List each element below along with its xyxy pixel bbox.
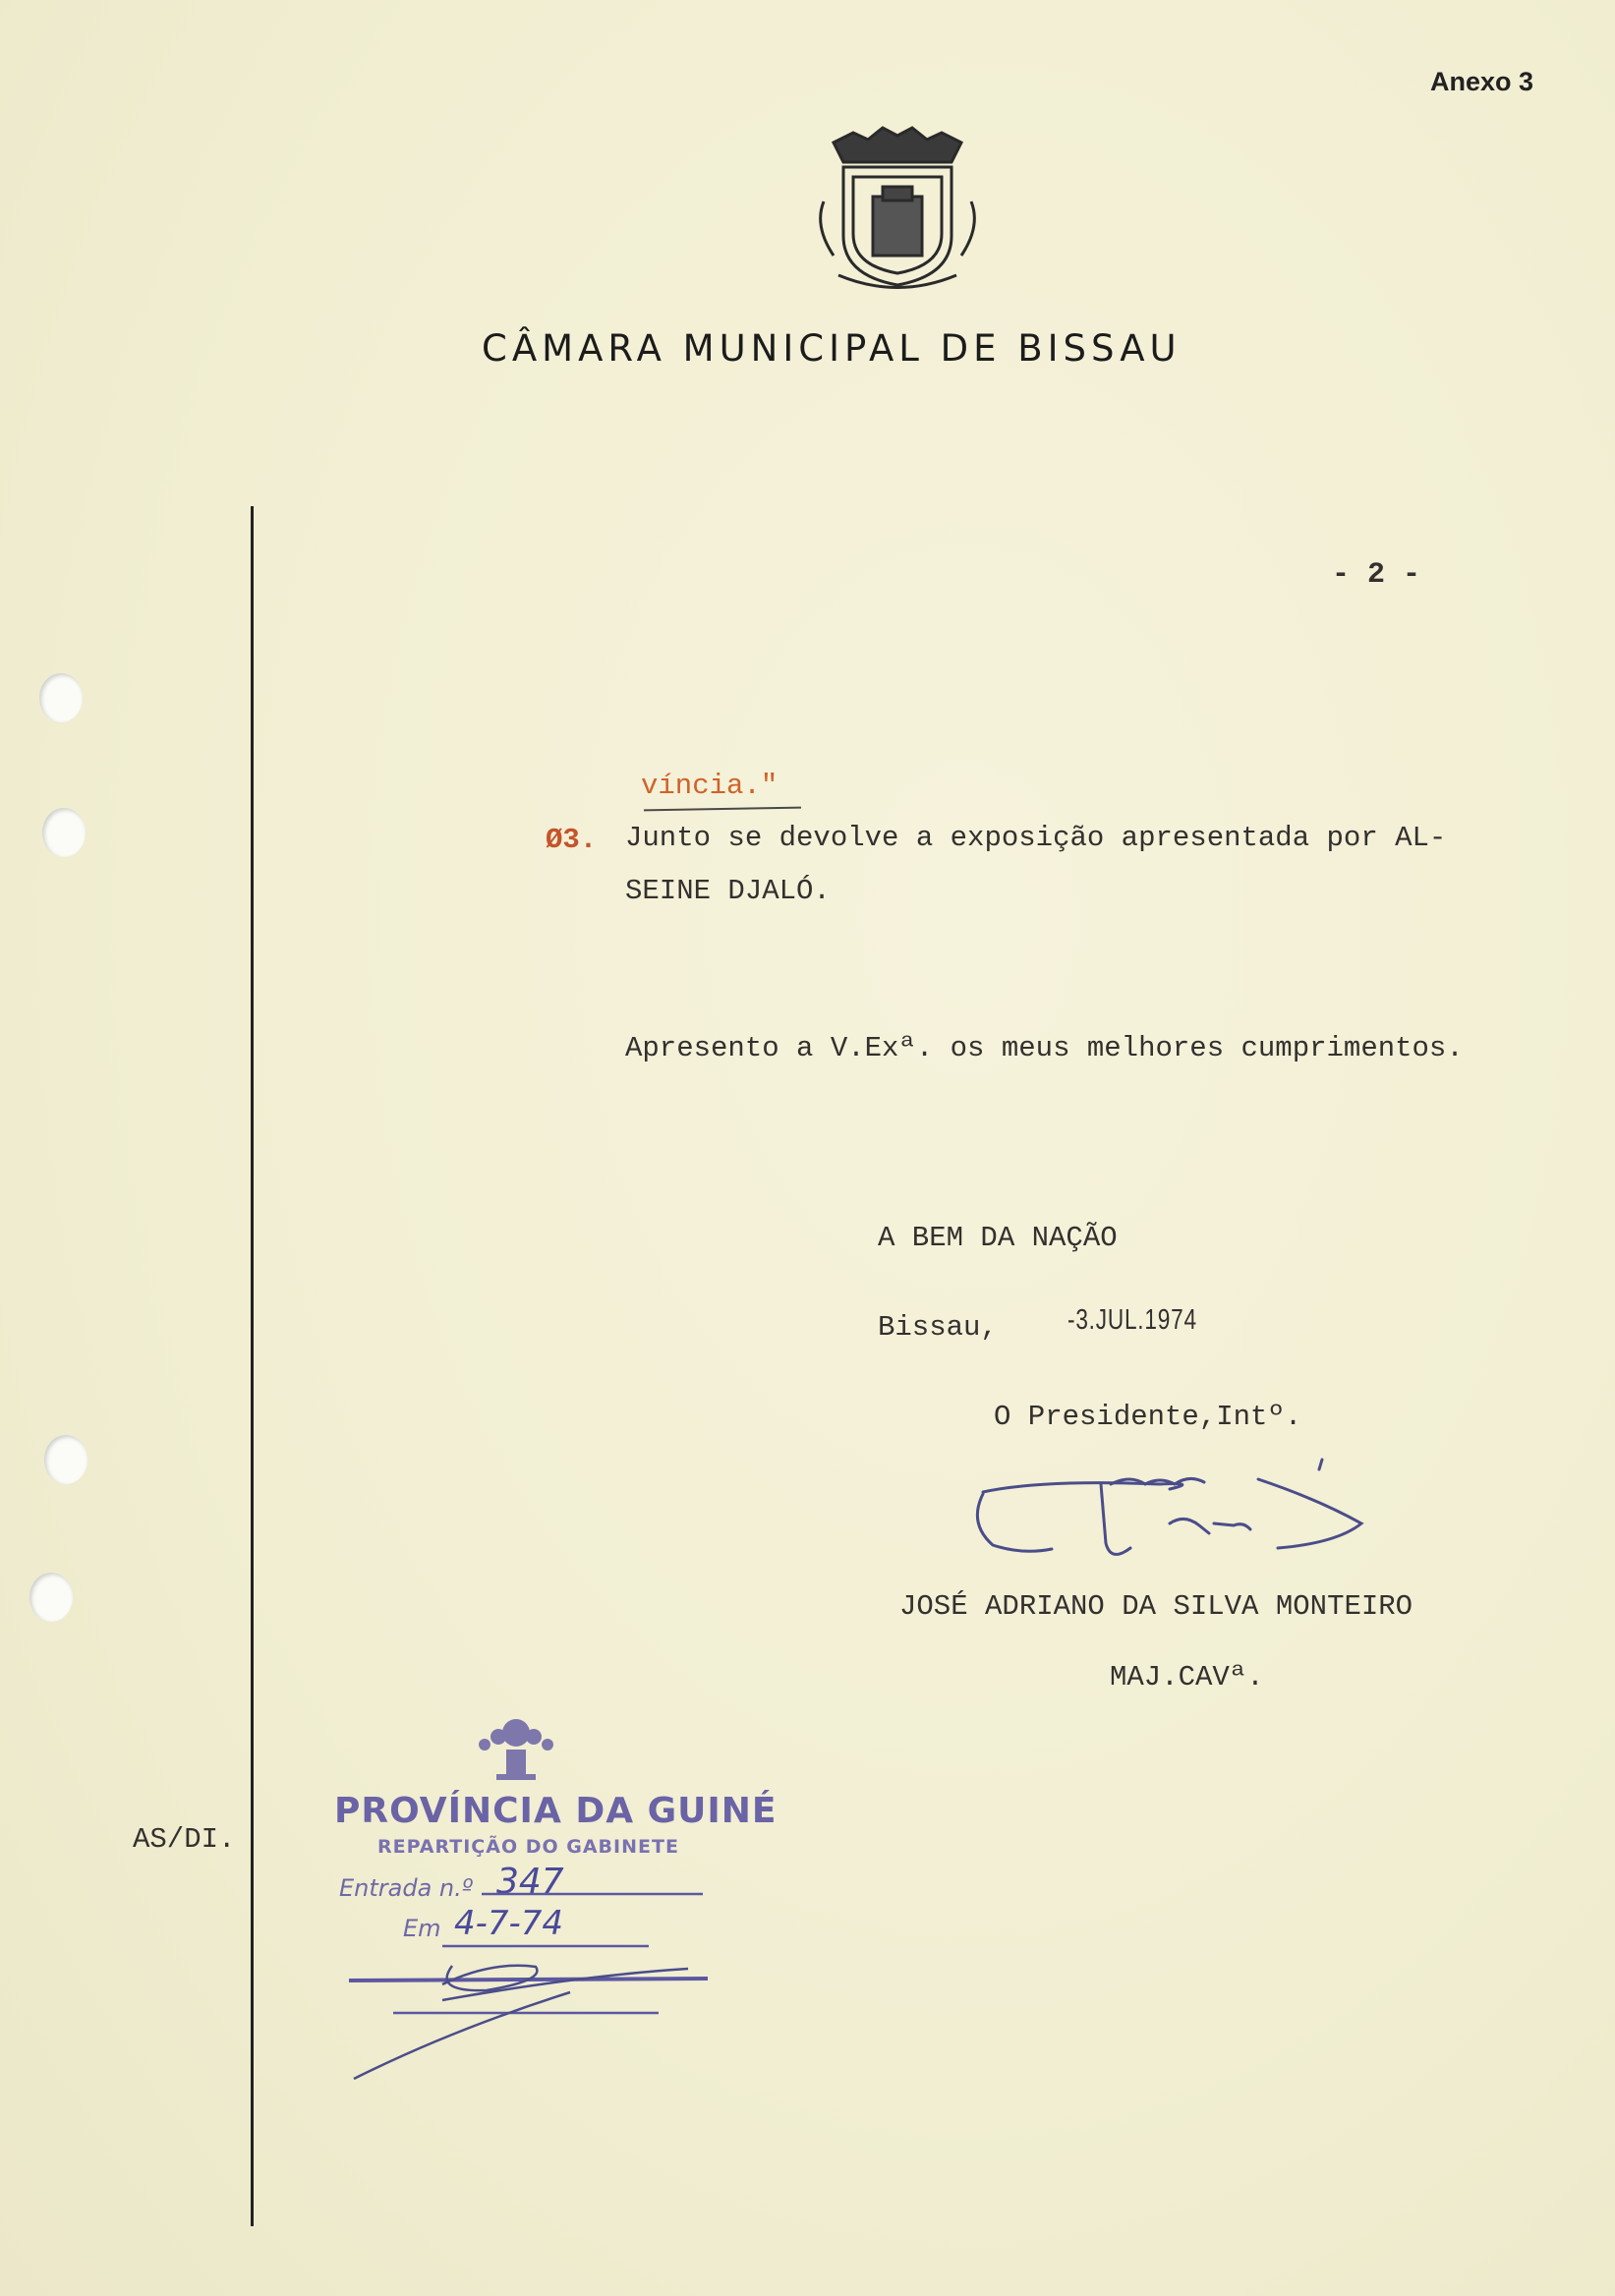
annex-label: Anexo 3 — [1430, 67, 1534, 96]
stamp-province: PROVÍNCIA DA GUINÉ — [334, 1791, 778, 1831]
stamp-date-value: 4-7-74 — [454, 1904, 564, 1943]
date-stamp: -3.JUL.1974 — [1067, 1304, 1197, 1336]
punch-hole — [42, 808, 86, 857]
punch-hole — [29, 1573, 73, 1622]
place-label: Bissau, — [878, 1311, 998, 1344]
council-title: CÂMARA MUNICIPAL DE BISSAU — [482, 327, 1182, 370]
paragraph-line: SEINE DJALÓ. — [625, 875, 831, 907]
signatory-name: JOSÉ ADRIANO DA SILVA MONTEIRO — [899, 1590, 1413, 1623]
paragraph-line: Junto se devolve a exposição apresentada por AL- — [625, 822, 1447, 854]
stamp-lines — [334, 1882, 727, 2094]
punch-hole — [39, 673, 83, 722]
underline — [644, 807, 801, 812]
page-number: - 2 - — [1332, 558, 1421, 592]
signatory-rank: MAJ.CAVª. — [1110, 1661, 1264, 1693]
stamp-entry-number: 347 — [496, 1862, 564, 1902]
punch-hole — [44, 1435, 87, 1484]
closing-line: Apresento a V.Exª. os meus melhores cumprimentos. — [625, 1032, 1464, 1064]
item-number: Ø3. — [546, 824, 598, 856]
reference-code: AS/DI. — [133, 1823, 236, 1856]
motto: A BEM DA NAÇÃO — [878, 1222, 1118, 1254]
stamp-date-label: Em — [403, 1915, 441, 1942]
stamp-department: REPARTIÇÃO DO GABINETE — [377, 1836, 679, 1858]
handwritten-signature — [963, 1455, 1376, 1602]
margin-rule — [251, 506, 254, 2226]
signatory-title: O Presidente,Intº. — [994, 1401, 1302, 1433]
stamp-entry-label: Entrada n.º — [339, 1874, 474, 1902]
stamp-emblem-icon — [467, 1715, 565, 1789]
coat-of-arms-icon — [814, 118, 981, 295]
continued-word: víncia." — [641, 770, 779, 802]
